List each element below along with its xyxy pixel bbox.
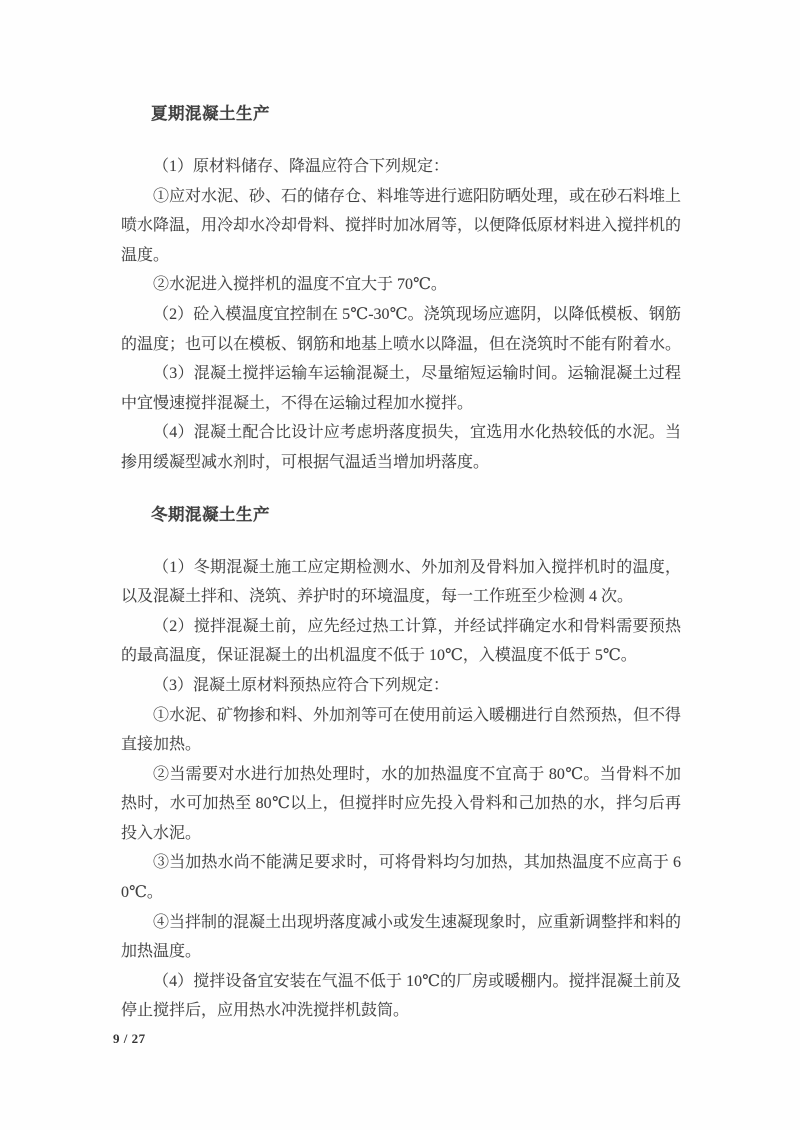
paragraph: ①水泥、矿物掺和料、外加剂等可在使用前运入暖棚进行自然预热，但不得直接加热。 <box>121 706 682 754</box>
page-number: 9 / 27 <box>113 1031 146 1046</box>
paragraph: ①应对水泥、砂、石的储存仓、料堆等进行遮阳防晒处理，或在砂石料堆上喷水降温，用冷却水冷却骨料、搅拌时加冰屑等，以便降低原材料进入搅拌机的温度。 <box>121 187 682 264</box>
paragraph: （3）混凝土搅拌运输车运输混凝土，尽量缩短运输时间。运输混凝土过程中宜慢速搅拌混凝土，不得在运输过程加水搅拌。 <box>121 365 681 412</box>
section-heading-winter: 冬期混凝土生产 <box>151 504 270 524</box>
paragraph: （3）混凝土原材料预热应符合下列规定： <box>153 676 450 694</box>
paragraph: （4）混凝土配合比设计应考虑坍落度损失，宜选用水化热较低的水泥。当掺用缓凝型减水剂时，可根据气温适当增加坍落度。 <box>121 424 681 471</box>
section-summer <box>121 99 681 478</box>
paragraph: （2）砼入模温度宜控制在 5℃-30℃。浇筑现场应遮阴，以降低模板、钢筋的温度；也可以在模板、钢筋和地基上喷水以降温，但在浇筑时不能有附着水。 <box>121 305 682 353</box>
paragraph: ②当需要对水进行加热处理时，水的加热温度不宜高于 80℃。当骨料不加热时，水可加热至 80℃以上，但搅拌时应先投入骨料和己加热的水，拌匀后再投入水泥。 <box>121 765 681 842</box>
paragraph: （1）冬期混凝土施工应定期检测水、外加剂及骨料加入搅拌机时的温度，以及混凝土拌和、浇筑、养护时的环境温度，每一工作班至少检测 4 次。 <box>121 558 681 606</box>
section-heading-summer: 夏期混凝土生产 <box>151 104 270 123</box>
paragraph: （2）搅拌混凝土前，应先经过热工计算，并经试拌确定水和骨料需要预热的最高温度，保证混凝土的出机温度不低于 10℃，入模温度不低于 5℃。 <box>121 617 681 665</box>
paragraph: （1）原材料储存、降温应符合下列规定： <box>153 158 450 175</box>
paragraph: （4）搅拌设备宜安装在气温不低于 10℃的厂房或暖棚内。搅拌混凝土前及停止搅拌后，应用热水冲洗搅拌机鼓筒。 <box>121 972 681 1020</box>
paragraph: ②水泥进入搅拌机的温度不宜大于 70℃。 <box>153 276 447 294</box>
section-winter <box>121 500 681 1027</box>
paragraph: ③当加热水尚不能满足要求时，可将骨料均匀加热，其加热温度不应高于 60℃。 <box>121 854 681 902</box>
paragraph: ④当拌制的混凝土出现坍落度减小或发生速凝现象时，应重新调整拌和料的加热温度。 <box>121 913 682 961</box>
